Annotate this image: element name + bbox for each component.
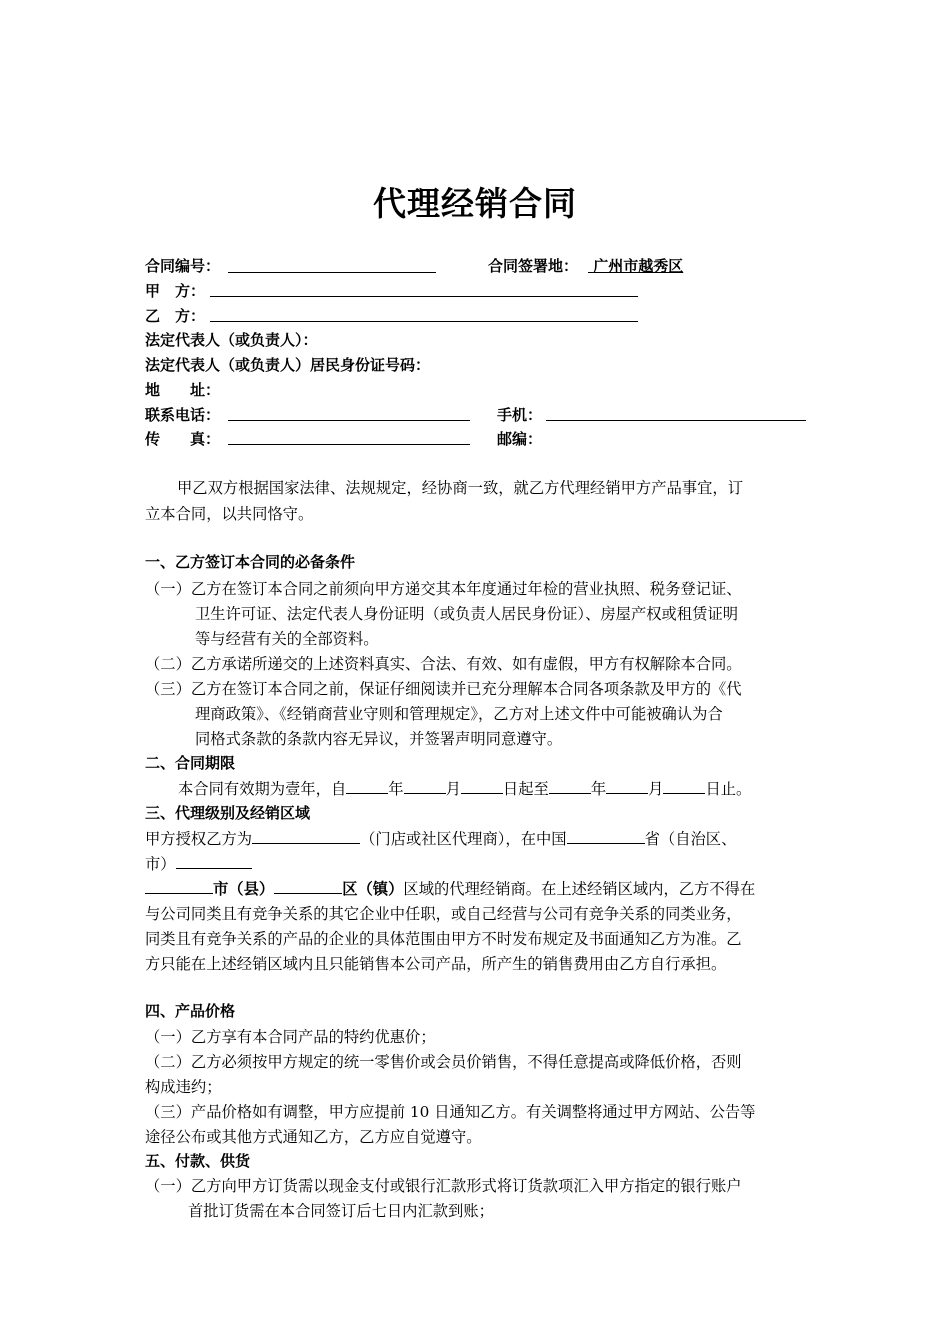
s1-item2: （二）乙方承诺所递交的上述资料真实、合法、有效、如有虚假，甲方有权解除本合同。 — [145, 655, 742, 673]
intro-line-2: 立本合同，以共同恪守。 — [145, 505, 314, 523]
s1-item3-line3: 同格式条款的条款内容无异议，并签署声明同意遵守。 — [195, 730, 563, 748]
s3-line6: 方只能在上述经销区域内且只能销售本公司产品，所产生的销售费用由乙方自行承担。 — [145, 955, 727, 973]
province-blank[interactable] — [567, 828, 645, 844]
s1-item1-line2: 卫生许可证、法定代表人身份证明（或负责人居民身份证）、房屋产权或租赁证明 — [195, 605, 739, 623]
phone-label: 联系电话： — [145, 406, 221, 424]
sign-place-label: 合同签署地： — [488, 257, 579, 275]
s3-line2: 市） — [145, 852, 252, 874]
s1-item1-line1: （一）乙方在签订本合同之前须向甲方递交其本年度通过年检的营业执照、税务登记证、 — [145, 580, 742, 598]
section-1-heading: 一、乙方签订本合同的必备条件 — [145, 553, 356, 571]
end-day-blank[interactable] — [663, 778, 705, 794]
legal-rep-label: 法定代表人（或负责人）： — [145, 331, 318, 349]
intro-line-1: 甲乙双方根据国家法律、法规规定，经协商一致，就乙方代理经销甲方产品事宜，订 — [177, 479, 743, 497]
s1-item3-line2: 理商政策》、《经销商营业守则和管理规定》，乙方对上述文件中可能被确认为合 — [195, 705, 723, 723]
s3-line4: 与公司同类且有竞争关系的其它企业中任职，或自己经营与公司有竞争关系的同类业务， — [145, 905, 742, 923]
s2-term-line: 本合同有效期为壹年，自 年 月 日起至 年 月 日止。 — [178, 780, 752, 798]
legal-rep-id-label: 法定代表人（或负责人）居民身份证号码： — [145, 356, 431, 374]
fax-label: 传 真： — [145, 430, 221, 448]
s4-item3-line1: （三）产品价格如有调整，甲方应提前 10 日通知乙方。有关调整将通过甲方网站、公告等 — [145, 1103, 756, 1121]
sign-place-value: 广州市越秀区 — [593, 257, 684, 275]
s5-item1-line2: 首批订货需在本合同签订后七日内汇款到账； — [188, 1202, 494, 1220]
s3-line5: 同类且有竞争关系的产品的企业的具体范围由甲方不时发布规定及书面通知乙方为准。乙 — [145, 930, 742, 948]
s3-line3: 市（县） 区（镇）区域的代理经销商。在上述经销区域内，乙方不得在 — [145, 877, 755, 899]
s1-item1-line3: 等与经营有关的全部资料。 — [195, 630, 379, 648]
party-a-label: 甲 方： — [145, 282, 206, 300]
fax-field[interactable] — [228, 444, 470, 445]
start-year-blank[interactable] — [346, 778, 388, 794]
start-day-blank[interactable] — [461, 778, 503, 794]
s4-item2-line2: 构成违约； — [145, 1078, 222, 1096]
phone-field[interactable] — [228, 420, 470, 421]
s3-line1: 甲方授权乙方为 （门店或社区代理商），在中国 省（自治区、 — [145, 830, 737, 848]
section-3-heading: 三、代理级别及经销区域 — [145, 804, 311, 822]
city-blank[interactable] — [176, 853, 252, 869]
county-blank[interactable] — [145, 878, 213, 894]
s4-item1: （一）乙方享有本合同产品的特约优惠价； — [145, 1028, 436, 1046]
agent-level-blank[interactable] — [252, 828, 360, 844]
contract-no-field[interactable] — [228, 272, 436, 273]
party-b-label: 乙 方： — [145, 307, 206, 325]
s4-item2-line1: （二）乙方必须按甲方规定的统一零售价或会员价销售，不得任意提高或降低价格，否则 — [145, 1053, 742, 1071]
mobile-label: 手机： — [497, 406, 543, 424]
section-5-heading: 五、付款、供货 — [145, 1152, 251, 1170]
party-b-field[interactable] — [210, 321, 638, 322]
s5-item1-line1: （一）乙方向甲方订货需以现金支付或银行汇款形式将订货款项汇入甲方指定的银行账户 — [145, 1177, 742, 1195]
postcode-label: 邮编： — [497, 430, 543, 448]
mobile-field[interactable] — [546, 420, 806, 421]
s4-item3-line2: 途径公布或其他方式通知乙方，乙方应自觉遵守。 — [145, 1128, 482, 1146]
end-year-blank[interactable] — [549, 778, 591, 794]
contract-no-label: 合同编号： — [145, 257, 221, 275]
s1-item3-line1: （三）乙方在签订本合同之前，保证仔细阅读并已充分理解本合同各项条款及甲方的《代 — [145, 680, 742, 698]
section-2-heading: 二、合同期限 — [145, 754, 236, 772]
party-a-field[interactable] — [210, 296, 638, 297]
section-4-heading: 四、产品价格 — [145, 1002, 236, 1020]
start-month-blank[interactable] — [404, 778, 446, 794]
district-blank[interactable] — [274, 878, 342, 894]
page-title: 代理经销合同 — [373, 184, 577, 223]
address-label: 地 址： — [145, 381, 221, 399]
end-month-blank[interactable] — [606, 778, 648, 794]
